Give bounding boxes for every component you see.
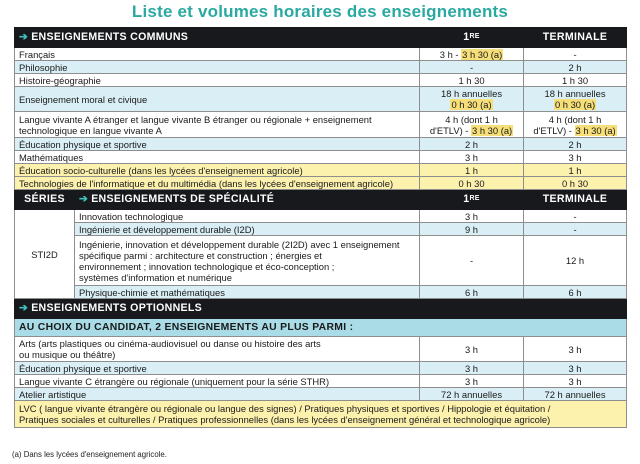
hours-terminale: -: [524, 210, 627, 223]
subject-label: Éducation physique et sportive: [15, 362, 420, 375]
subject-label: Éducation physique et sportive: [15, 138, 420, 151]
subject-label: Physique-chimie et mathématiques: [75, 286, 420, 299]
subject-label: Arts (arts plastiques ou cinéma-audiovisuel ou danse ou histoire des arts ou musique ou théâtre): [15, 337, 420, 362]
hours-1re: 1 h 30: [420, 74, 524, 87]
hours-1re: 72 h annuelles: [420, 388, 524, 401]
hours-terminale: 3 h: [524, 151, 627, 164]
column-header-1re: 1RE: [420, 28, 524, 48]
hours-1re: 0 h 30: [420, 177, 524, 190]
subject-label: Atelier artistique: [15, 388, 420, 401]
hours-1re: 3 h - 3 h 30 (a): [420, 48, 524, 61]
section-header-specialite: [15, 190, 627, 210]
hours-terminale: -: [524, 223, 627, 236]
subject-label: Mathématiques: [15, 151, 420, 164]
hours-1re: 6 h: [420, 286, 524, 299]
subject-label: Langue vivante A étranger et langue vivante B étranger ou régionale + enseignement technologique en langue vivante A: [15, 112, 420, 138]
table-row: [15, 151, 627, 164]
subject-label: Philosophie: [15, 61, 420, 74]
table-row: [15, 74, 627, 87]
right-arrow-icon: ➔: [79, 193, 89, 205]
section-title-optionnels: ENSEIGNEMENTS OPTIONNELS: [31, 302, 203, 314]
table-row: [15, 210, 627, 223]
page-title: Liste et volumes horaires des enseignements: [131, 2, 509, 21]
hours-terminale: 3 h: [524, 375, 627, 388]
hours-1re: 1 h: [420, 164, 524, 177]
table-row: [15, 138, 627, 151]
hours-terminale: 18 h annuelles 0 h 30 (a): [524, 87, 627, 112]
table-row: [15, 362, 627, 375]
schedule-table: [14, 27, 627, 428]
hours-1re: 9 h: [420, 223, 524, 236]
subject-label: Ingénierie, innovation et développement durable (2I2D) avec 1 enseignement spécifique parmi : architecture et construction ; énergies et environnement ; innovation technologique et éco-conception ; systèmes d'information et numérique: [75, 236, 420, 286]
lvc-options-text: LVC ( langue vivante étrangère ou régionale ou langue des signes) / Pratiques physiques et sportives / Hippologie et équitation / Pratiques sociales et culturelles / Pratiques professionnelles (dans les lycées d'enseignement général et technologique agricole): [15, 401, 627, 428]
table-row: [15, 177, 627, 190]
column-header-1re: 1RE: [420, 190, 524, 210]
hours-terminale: 1 h: [524, 164, 627, 177]
hours-terminale: 3 h: [524, 337, 627, 362]
table-row: [15, 223, 627, 236]
table-row: [15, 112, 627, 138]
lvc-row: [15, 401, 627, 428]
subject-label: Ingénierie et développement durable (I2D): [75, 223, 420, 236]
right-arrow-icon: ➔: [19, 31, 29, 43]
hours-terminale: 4 h (dont 1 h d'ETLV) - 3 h 30 (a): [524, 112, 627, 138]
table-row: [15, 164, 627, 177]
subject-label: Enseignement moral et civique: [15, 87, 420, 112]
table-row: [15, 388, 627, 401]
section-header-optionnels: [15, 299, 627, 319]
hours-1re: -: [420, 236, 524, 286]
hours-terminale: -: [524, 48, 627, 61]
subject-label: Éducation socio-culturelle (dans les lycées d'enseignement agricole): [15, 164, 420, 177]
column-header-terminale: TERMINALE: [524, 190, 627, 210]
hours-1re: 2 h: [420, 138, 524, 151]
subject-label: Histoire-géographie: [15, 74, 420, 87]
section-title-specialite: ENSEIGNEMENTS DE SPÉCIALITÉ: [91, 193, 275, 205]
table-row: [15, 337, 627, 362]
table-row: [15, 48, 627, 61]
table-row: [15, 375, 627, 388]
hours-1re: 4 h (dont 1 h d'ETLV) - 3 h 30 (a): [420, 112, 524, 138]
hours-1re: 3 h: [420, 362, 524, 375]
column-header-terminale: TERMINALE: [524, 28, 627, 48]
table-row: [15, 236, 627, 286]
subject-label: Français: [15, 48, 420, 61]
table-row: [15, 87, 627, 112]
table-row: [15, 61, 627, 74]
hours-terminale: 0 h 30: [524, 177, 627, 190]
section-header-communs: [15, 28, 627, 48]
choice-subheader: AU CHOIX DU CANDIDAT, 2 ENSEIGNEMENTS AU PLUS PARMI :: [15, 319, 627, 337]
hours-1re: 3 h: [420, 151, 524, 164]
hours-terminale: 2 h: [524, 61, 627, 74]
hours-terminale: 12 h: [524, 236, 627, 286]
hours-1re: 3 h: [420, 337, 524, 362]
serie-name: STI2D: [15, 210, 75, 299]
subject-label: Langue vivante C étrangère ou régionale (uniquement pour la série STHR): [15, 375, 420, 388]
footnote: (a) Dans les lycées d'enseignement agricole.: [12, 450, 167, 459]
hours-1re: 3 h: [420, 210, 524, 223]
hours-terminale: 3 h: [524, 362, 627, 375]
right-arrow-icon: ➔: [19, 302, 29, 314]
hours-terminale: 2 h: [524, 138, 627, 151]
subject-label: Technologies de l'informatique et du multimédia (dans les lycées d'enseignement agricole): [15, 177, 420, 190]
hours-1re: 18 h annuelles 0 h 30 (a): [420, 87, 524, 112]
hours-terminale: 72 h annuelles: [524, 388, 627, 401]
table-row: [15, 286, 627, 299]
hours-terminale: 1 h 30: [524, 74, 627, 87]
column-header-series: SÉRIES: [15, 190, 75, 210]
hours-terminale: 6 h: [524, 286, 627, 299]
hours-1re: 3 h: [420, 375, 524, 388]
hours-1re: -: [420, 61, 524, 74]
section-title-communs: ENSEIGNEMENTS COMMUNS: [31, 31, 189, 43]
subject-label: Innovation technologique: [75, 210, 420, 223]
